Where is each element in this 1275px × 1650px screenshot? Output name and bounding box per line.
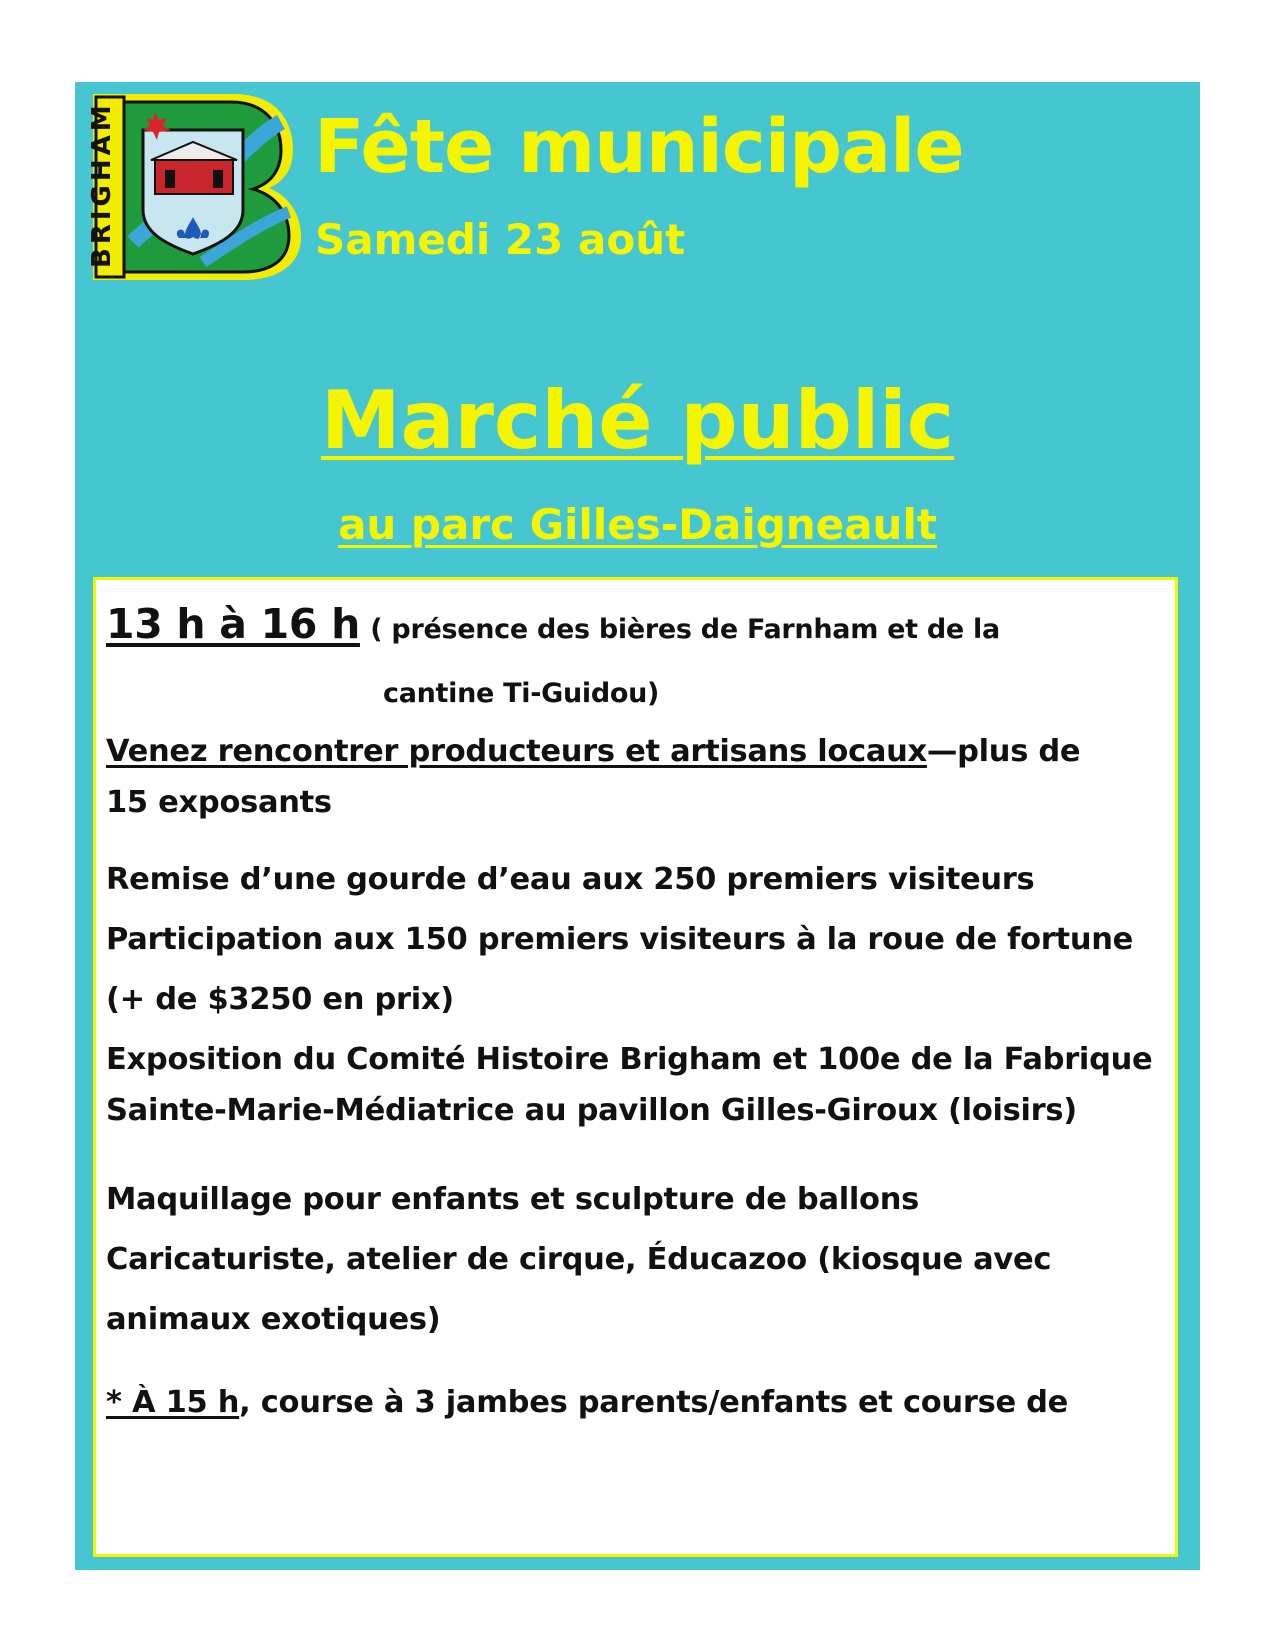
race-line [106, 1385, 1068, 1420]
prize-line: (+ de $3250 en prix) [106, 982, 454, 1017]
participation-line: Participation aux 150 premiers visiteurs à la roue de fortune [106, 922, 1134, 957]
time-note-continued: cantine Ti-Guidou) [383, 678, 660, 709]
time-line [106, 600, 1000, 648]
meet-text: Venez rencontrer producteurs et artisans locaux [106, 734, 927, 769]
event-title: Fête municipale [314, 104, 964, 190]
market-location: au parc Gilles-Daigneault [338, 500, 937, 549]
time-note: ( présence des bières de Farnham et de la [370, 614, 1000, 645]
gourde-line: Remise d’une gourde d’eau aux 250 premiers visiteurs [106, 862, 1035, 897]
meet-line [106, 734, 1080, 769]
expo-line-2: Sainte-Marie-Médiatrice au pavillon Gilles-Giroux (loisirs) [106, 1093, 1077, 1128]
logo-text: BRIGHAM [87, 101, 117, 268]
poster [75, 82, 1200, 1570]
event-time: 13 h à 16 h [106, 600, 360, 648]
kids-line: Maquillage pour enfants et sculpture de ballons [106, 1182, 919, 1217]
carica-line-1: Caricaturiste, atelier de cirque, Éducazoo (kiosque avec [106, 1242, 1052, 1277]
expo-line-1: Exposition du Comité Histoire Brigham et 100e de la Fabrique [106, 1042, 1153, 1077]
carica-line-2: animaux exotiques) [106, 1302, 441, 1337]
brigham-logo [87, 92, 303, 282]
event-date: Samedi 23 août [315, 215, 686, 264]
race-text: , course à 3 jambes parents/enfants et course de [239, 1385, 1069, 1420]
meet-suffix: —plus de [926, 734, 1081, 769]
race-time: * À 15 h [106, 1385, 240, 1420]
exhibitors-line: 15 exposants [106, 785, 332, 820]
details-box [93, 577, 1178, 1557]
market-heading: Marché public [320, 374, 955, 467]
